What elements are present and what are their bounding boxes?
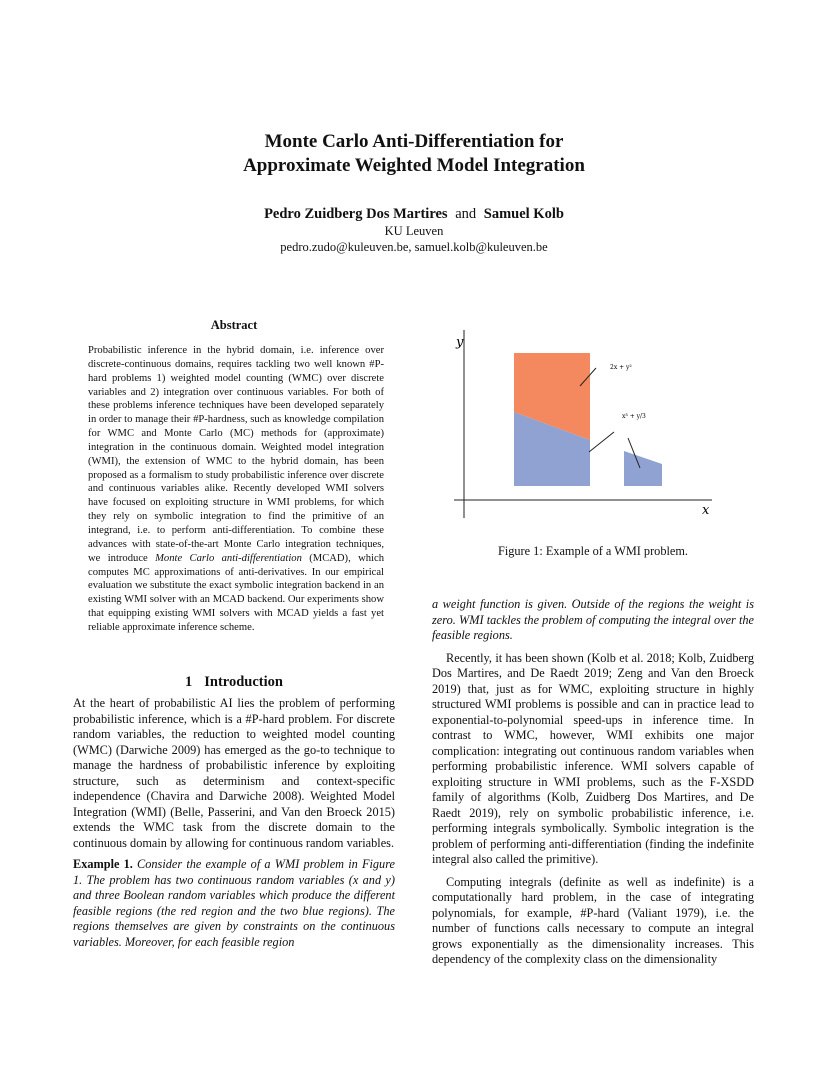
blue-weight-label: x³ + y/3 xyxy=(622,413,646,420)
y-axis-label: y xyxy=(456,335,464,350)
paper-title xyxy=(0,130,828,178)
intro-paragraph-3: Computing integrals (definite as well as indefinite) is a computationally hard problem, in the case of integrating polynomials, for example, #P-hard (Valiant 1979), i.e. the number of functions calls necessary to compute an integral grows exponentially as the dimensionality increases. This dependency of the complexity class on the dimensionality xyxy=(432,874,754,966)
right-column-body xyxy=(432,597,754,968)
abstract-heading: Abstract xyxy=(210,318,258,332)
author-1: Pedro Zuidberg Dos Martires xyxy=(264,206,448,222)
abstract-text xyxy=(88,344,384,635)
x-axis-label: x xyxy=(702,503,710,518)
author-2: Samuel Kolb xyxy=(483,206,564,222)
author-block xyxy=(0,206,828,255)
affiliation: KU Leuven xyxy=(384,224,444,238)
title-line-1: Monte Carlo Anti-Differentiation for xyxy=(264,131,564,152)
author-names xyxy=(0,206,828,223)
author-emails: pedro.zudo@kuleuven.be, samuel.kolb@kuleuven.be xyxy=(280,240,548,254)
abstract-part-b: (MCAD), which computes MC approximations of anti-derivatives. In our empirical evaluation we substitute the exact symbolic integration backend in an existing WMI solver with an MCAD backend. Our experiments show that equipping existing WMI solvers with MCAD yields a fast yet reliable approximate inference scheme. xyxy=(88,552,384,633)
example-text: Consider the example of a WMI problem in Figure 1. The problem has two continuous random variables (x and y) and three Boolean random variables which produce the different feasible regions (the red region and the two blue regions). The regions themselves are given by constraints on the continuous variables. Moreover, for each feasible region xyxy=(73,857,395,949)
figure-caption: Figure 1: Example of a WMI problem. xyxy=(498,544,688,558)
section-title-text: Introduction xyxy=(204,674,283,690)
red-weight-label: 2x + y² xyxy=(610,364,632,371)
blue-region-small xyxy=(624,451,662,486)
blue-label-pointer-1 xyxy=(589,432,614,452)
left-column-body xyxy=(73,696,395,950)
example-continuation: a weight function is given. Outside of the regions the weight is zero. WMI tackles the problem of computing the integral over the feasible regions. xyxy=(432,597,754,642)
example-label: Example 1. xyxy=(73,857,133,871)
example-1 xyxy=(73,857,395,950)
section-heading-introduction xyxy=(73,674,395,691)
section-number: 1 xyxy=(185,674,193,690)
abstract-part-a: Probabilistic inference in the hybrid domain, i.e. inference over discrete-continuous domains, requires tackling two well known #P-hard problems 1) weighted model counting (WMC) over discrete variables and 2) integration over continuous variables. For both of these problems inference techniques have been developed separately in order to manage their #P-hardness, such as knowledge compilation for WMC and Monte Carlo (MC) methods for (approximate) integration in the continuous domain. Weighted model integration (WMI), the extension of WMC to the hybrid domain, has been proposed as a formalism to study probabilistic inference over discrete and continuous variables alike. Recently developed WMI solvers have focused on exploiting structure in WMI problems, for which they rely on symbolic integration to find the primitive of an integrand, i.e. to perform anti-differentiation. To combine these advances with state-of-the-art Monte Carlo integration techniques, we introduce xyxy=(88,345,384,564)
wmi-figure xyxy=(432,328,754,524)
intro-paragraph-2: Recently, it has been shown (Kolb et al. 2018; Kolb, Zuidberg Dos Martires, and De Raedt 2019; Zeng and Van den Broeck 2019) that, just as for WMC, exploiting structure in highly structured WMI problems is possible and can in practice lead to exponential-to-polynomial speed-ups in inference time. In contrast to WMC, however, WMI exhibits one major complication: integrating out continuous random variables when performing probabilistic inference. WMI solvers capable of exploiting structure in WMI problems, such as the F-XSDD family of algorithms (Kolb, Zuidberg Dos Martires, and De Raedt 2019), rely on symbolic probabilistic inference, i.e. performing integrals symbolically. Symbolic integration is the problem of performing anti-differentiation (finding the indefinite integral also called the primitive). xyxy=(432,650,754,866)
intro-paragraph-1: At the heart of probabilistic AI lies the problem of performing probabilistic inference, which is a #P-hard problem. For discrete random variables, the reduction to weighted model counting (WMC) (Darwiche 2009) has emerged as the go-to technique to manage the hardness of probabilistic inference by exploiting structure, such as determinism and context-specific independence (Chavira and Darwiche 2008). Weighted Model Integration (WMI) (Belle, Passerini, and Van den Broeck 2015) extends the WMC task from the discrete domain to the continuous domain by allowing for continuous random variables. xyxy=(73,696,395,850)
author-and: and xyxy=(455,206,477,222)
abstract-emphasis: Monte Carlo anti-differentiation xyxy=(155,552,302,564)
title-line-2: Approximate Weighted Model Integration xyxy=(243,155,585,176)
